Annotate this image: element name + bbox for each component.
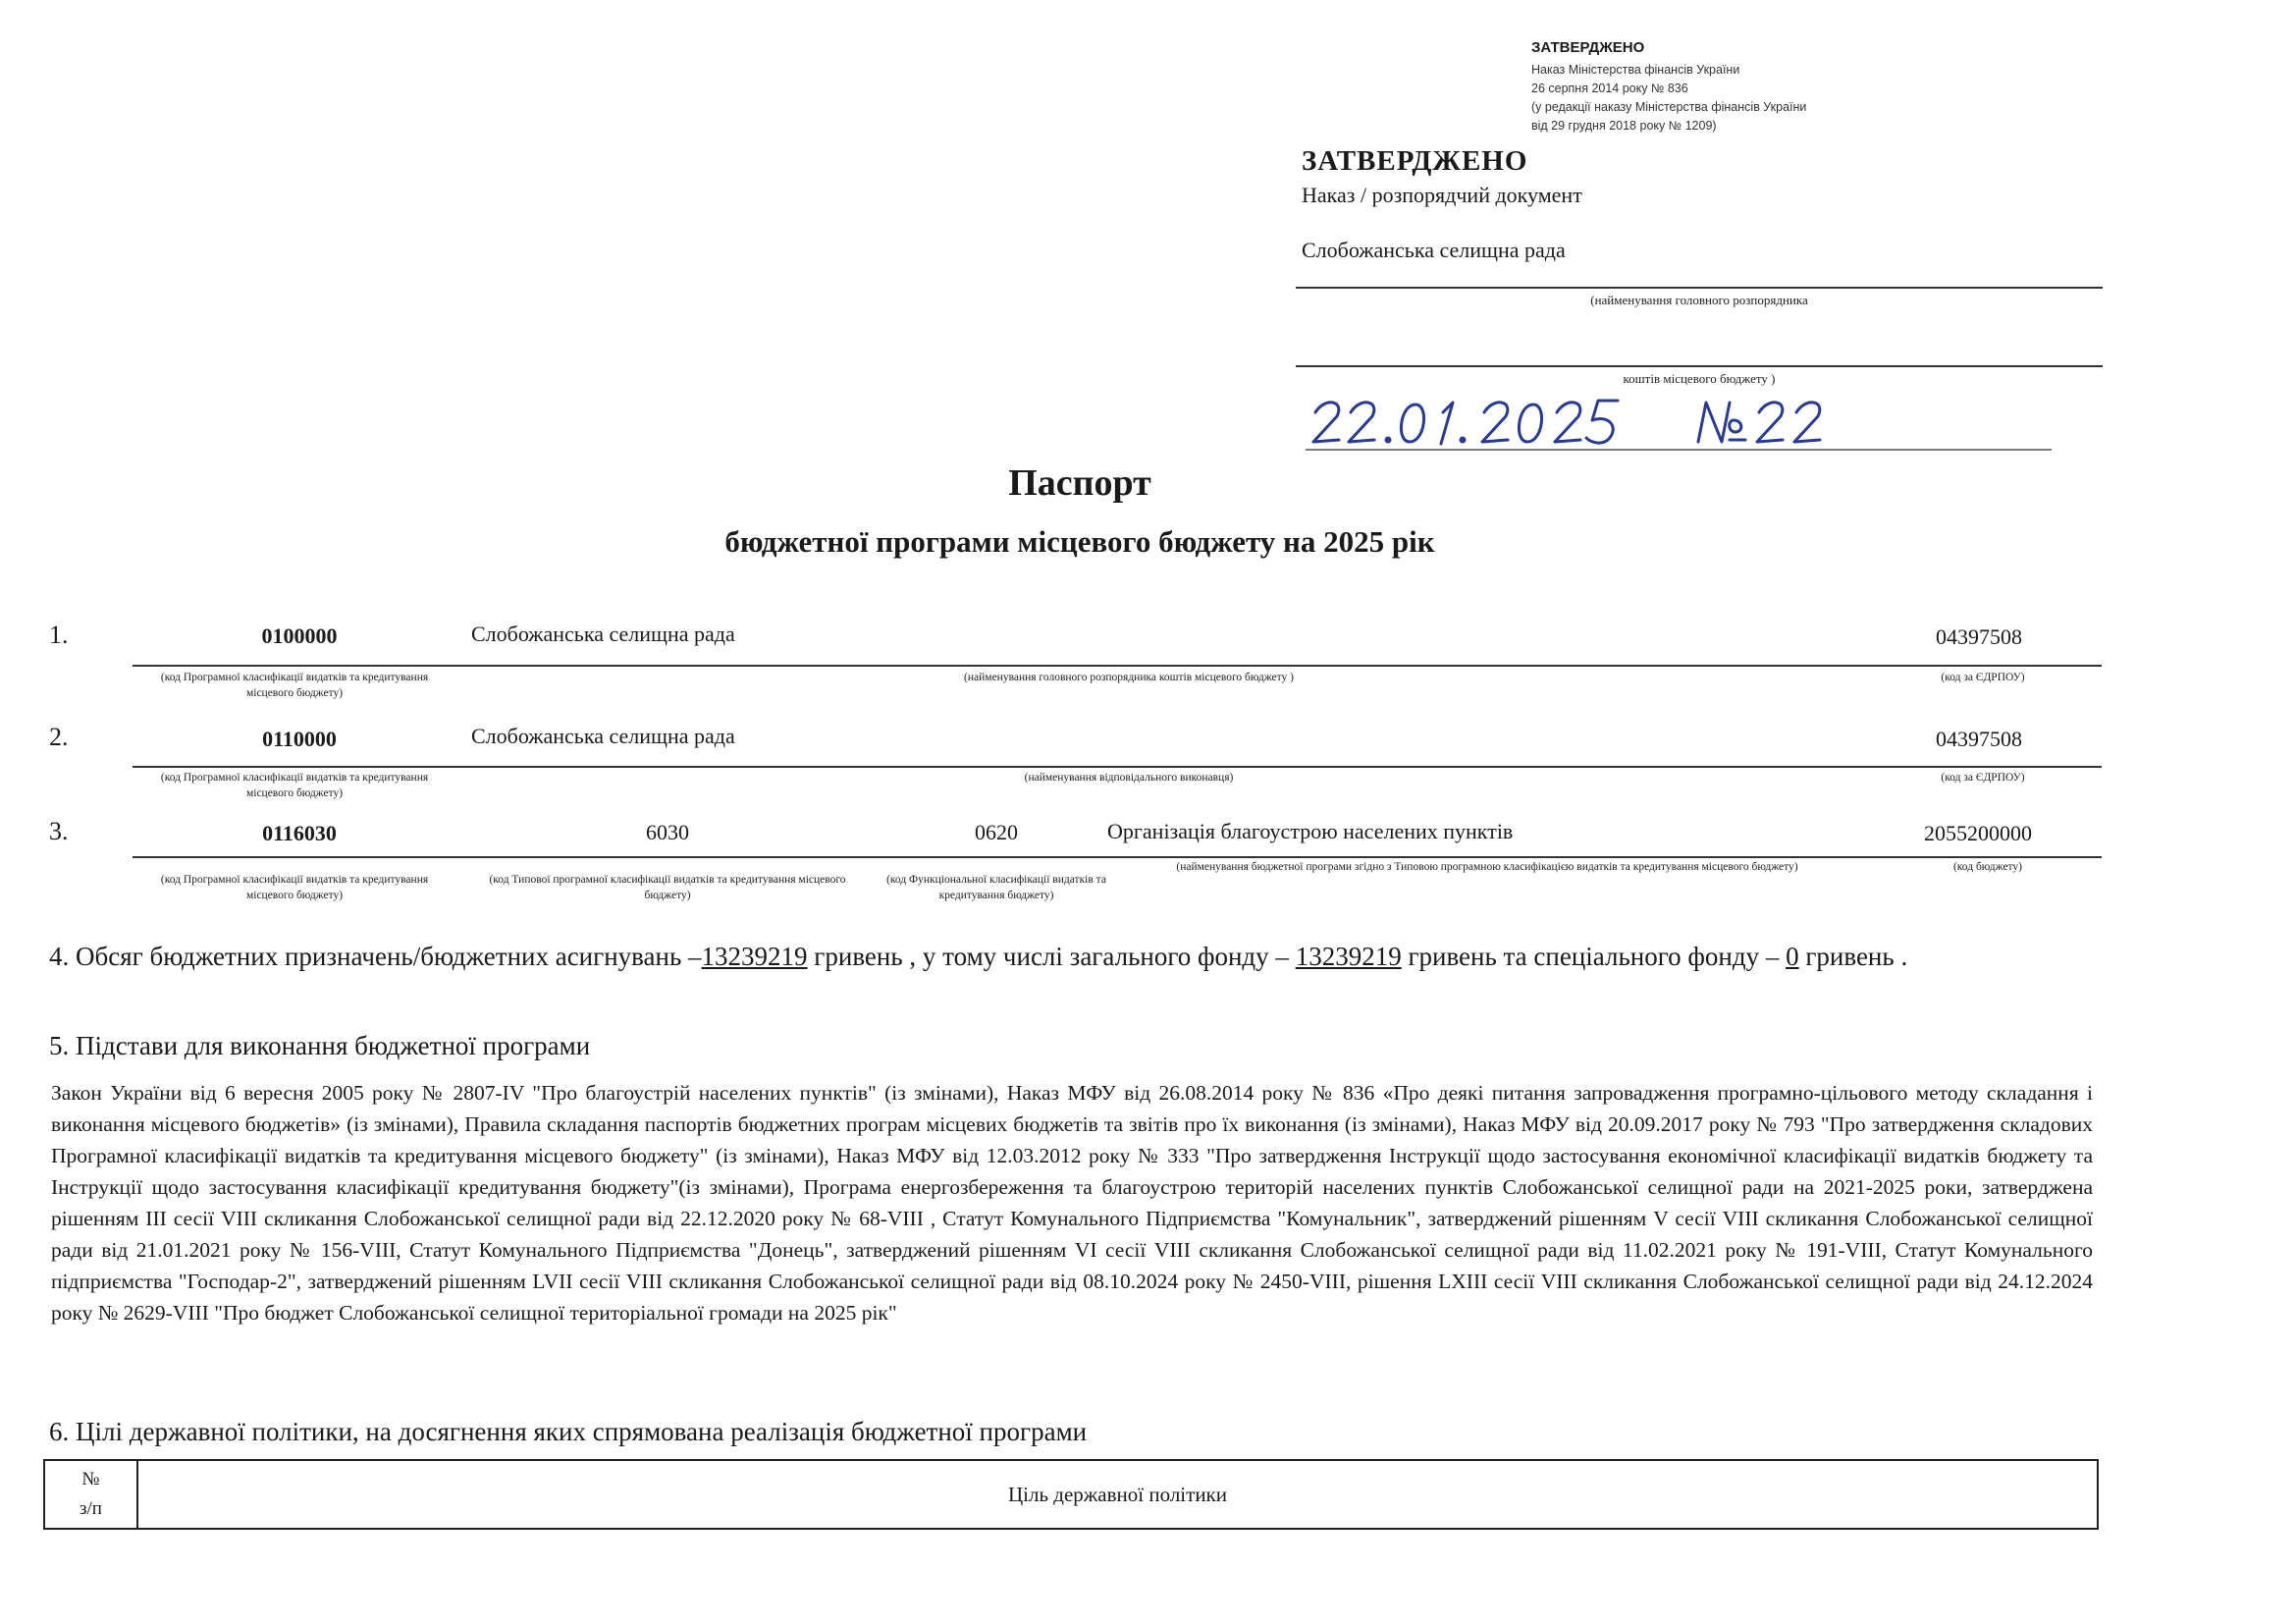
total-amount: 13239219 [701, 942, 808, 971]
caption-edrpou: (код за ЄДРПОУ) [1941, 672, 2025, 683]
section-4-budget-volume: 4. Обсяг бюджетних призначень/бюджетних асигнувань –13239219 гривень , у тому числі загального фонду – 13239219 гривень та спеціального фонду – 0 гривень . [49, 942, 1908, 971]
stamp-title: ЗАТВЕРДЖЕНО [1531, 39, 1645, 56]
approval-subtitle: Наказ / розпорядчий документ [1302, 183, 1582, 207]
typical-program-code: 6030 [646, 820, 689, 844]
section-5-basis-text: Закон України від 6 вересня 2005 року № 2807-IV "Про благоустрій населених пунктів" (із змінами), Наказ МФУ від 26.08.2014 року № 836 «Про деякі питання запровадження програмно-цільового методу складання і виконання місцевого бюджетів» (із змінами), Правила складання паспортів бюджетних програм місцевих бюджетів та звітів про їх виконання (із змінами), Наказ МФУ від 20.09.2017 року № 793 "Про затвердження складових Програмної класифікації видатків та кредитування місцевого бюджету" (із змінами), Наказ МФУ від 12.03.2012 року № 333 "Про затвердження Інструкції щодо застосування економічної класифікації видатків бюджету та Інструкції щодо застосування класифікації кредитування бюджету"(із змінами), Програма енергозбереження та благоустрою територій населених пунктів Слобожанської селищної ради на 2021-2025 роки, затверджена рішенням ІІІ сесії VIII скликання Слобожанської селищної ради від 22.12.2020 року № 68-VIII , Статут Комунального Підприємства "Комунальник", затверджений рішенням V сесії VIII скликання Слобожанської селищної ради від 21.01.2021 року № 156-VIII, Статут Комунального Підприємства "Донець", затверджений рішенням VI сесії VIII скликання Слобожанської селищної ради від 11.02.2021 року № 191-VIII, Статут Комунального підприємства "Господар-2", затверджений рішенням LVII сесії VIII скликання Слобожанської селищної ради від 08.10.2024 року № 2450-VIII, рішення LXIII сесії VIII скликання Слобожанської селищної ради від 24.12.2024 року № 2629-VIII "Про бюджет Слобожанської селищної територіальної громади на 2025 рік" [51, 1081, 2093, 1325]
row-number: 1. [49, 621, 69, 649]
divider [133, 856, 2102, 858]
divider [133, 665, 2102, 667]
divider [1296, 365, 2103, 367]
approval-title: ЗАТВЕРДЖЕНО [1302, 145, 1528, 177]
caption-program-name: (найменування бюджетної програми згідно з Типовою програмною класифікацією видатків та кредитування місцевого бюджету) [1176, 861, 1798, 873]
document-title: Паспорт [1008, 462, 1151, 504]
caption-budget: (код бюджету) [1952, 861, 2023, 873]
edrpou-code: 04397508 [1936, 727, 2022, 751]
goals-table [43, 1459, 2099, 1530]
caption-code: (код Програмної класифікації видатків та кредитування місцевого бюджету) [160, 672, 429, 699]
caption-name: (найменування головного розпорядника коштів місцевого бюджету ) [964, 672, 1294, 683]
program-code: 0116030 [262, 821, 337, 845]
caption-typical: (код Типової програмної класифікації видатків та кредитування місцевого бюджету) [489, 874, 846, 901]
executor-name: Слобожанська селищна рада [471, 724, 735, 748]
row-number: 2. [49, 723, 69, 751]
edrpou-code: 04397508 [1936, 624, 2022, 649]
organization-name: Слобожанська селищна рада [471, 622, 735, 646]
general-fund-amount: 13239219 [1295, 942, 1402, 971]
program-code: 0100000 [261, 623, 338, 648]
budget-code: 2055200000 [1924, 821, 2032, 845]
divider [133, 766, 2102, 768]
special-fund-amount: 0 [1786, 942, 1799, 971]
caption-name: (найменування відповідального виконавця) [1024, 772, 1234, 784]
stamp-line: 26 серпня 2014 року № 836 [1531, 81, 1688, 95]
approval-org: Слобожанська селищна рада [1302, 238, 1566, 262]
program-name: Організація благоустрою населених пунктів [1107, 819, 1514, 843]
stamp-line: від 29 грудня 2018 року № 1209) [1531, 119, 1717, 133]
caption-code: (код Програмної класифікації видатків та кредитування місцевого бюджету) [160, 874, 429, 901]
program-code: 0110000 [262, 727, 337, 751]
section-5-heading: 5. Підстави для виконання бюджетної програми [49, 1031, 591, 1060]
approval-caption: коштів місцевого бюджету ) [1623, 371, 1776, 386]
approval-caption: (найменування головного розпорядника [1590, 293, 1808, 307]
goals-table-header-number: № з/п [45, 1461, 138, 1528]
stamp-line: Наказ Міністерства фінансів України [1531, 63, 1740, 77]
divider [1296, 287, 2103, 289]
handwritten-date-number [1306, 391, 2052, 456]
caption-code: (код Програмної класифікації видатків та кредитування місцевого бюджету) [160, 772, 429, 799]
stamp-line: (у редакції наказу Міністерства фінансів України [1531, 100, 1807, 114]
section-6-heading: 6. Цілі державної політики, на досягнення яких спрямована реалізація бюджетної програми [49, 1417, 1088, 1446]
functional-code: 0620 [975, 820, 1018, 844]
caption-edrpou: (код за ЄДРПОУ) [1941, 772, 2025, 784]
row-number: 3. [49, 817, 69, 845]
goals-table-header-goal: Ціль державної політики [1007, 1482, 1227, 1506]
document-subtitle: бюджетної програми місцевого бюджету на 2025 рік [724, 524, 1435, 559]
caption-functional: (код Функціональної класифікації видатків та кредитування бюджету) [886, 874, 1106, 901]
